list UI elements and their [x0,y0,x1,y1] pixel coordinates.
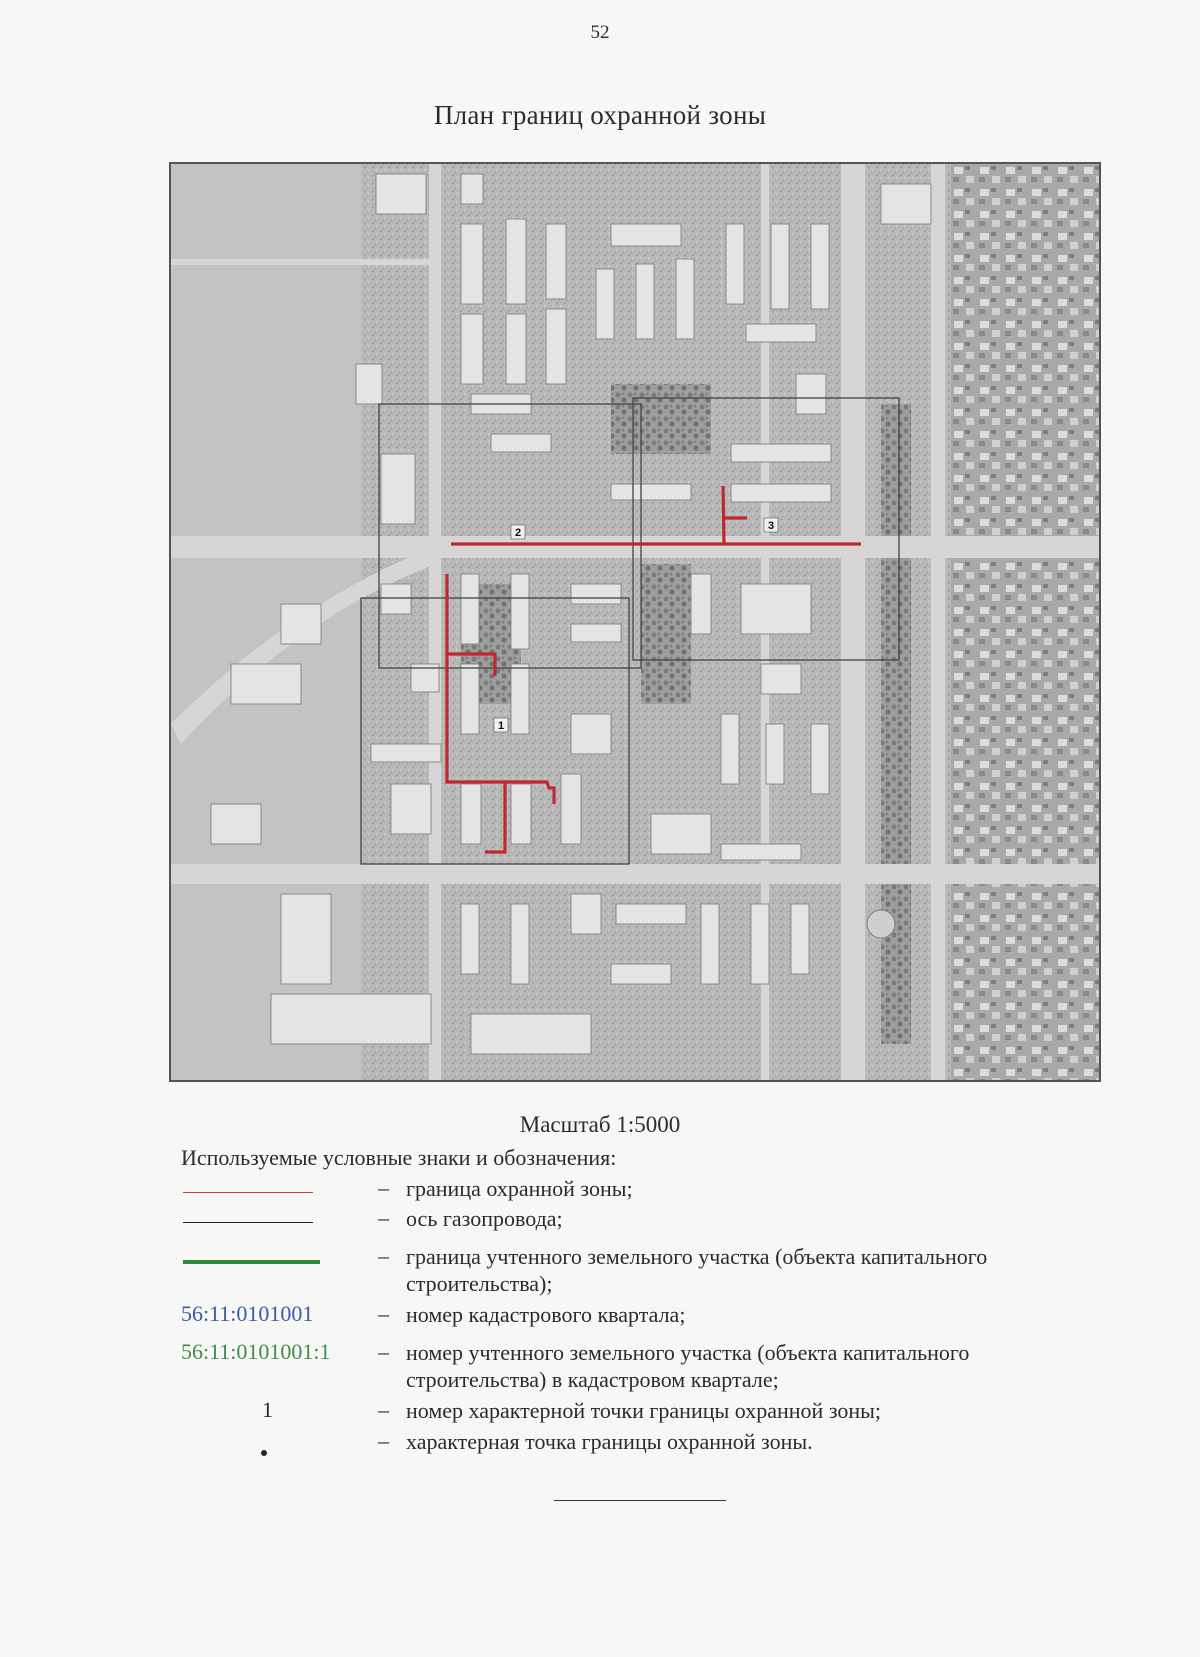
legend-dash: – [378,1243,389,1268]
legend-line-symbol [183,1260,320,1264]
legend-description: ось газопровода; [406,1206,563,1231]
page-number: 52 [590,22,610,43]
legend-dot-symbol [261,1450,267,1456]
legend-dash: – [378,1175,389,1200]
point-label-3: 3 [768,520,775,532]
legend-description: граница охранной зоны; [406,1176,633,1201]
legend-dash: – [378,1428,389,1453]
legend-description: характерная точка границы охранной зоны. [406,1429,813,1454]
private-housing-east [951,164,1099,1080]
legend-description: номер учтенного земельного участка (объекта капитального строительства) в кадастровом квартале; [406,1340,970,1392]
legend-heading: Используемые условные знаки и обозначения: [181,1145,617,1170]
roundabout [867,910,895,938]
map-canvas [171,164,1099,1080]
legend-description: номер характерной точки границы охранной зоны; [406,1398,882,1423]
tree-strip [881,404,911,1044]
legend-dash: – [378,1301,389,1326]
tree-area [641,564,691,704]
point-label-1: 1 [498,720,505,732]
legend-description: граница учтенного земельного участка (объекта капитального строительства); [406,1244,988,1296]
aerial-map[interactable] [169,162,1101,1082]
page-title: План границ охранной зоны [433,100,767,130]
legend-symbol-text: 1 [262,1397,273,1422]
legend-dash: – [378,1339,389,1364]
footer-rule [554,1500,726,1501]
open-land-west [171,164,361,1080]
legend-dash: – [378,1205,389,1230]
legend-symbol-text: 56:11:0101001:1 [181,1339,331,1364]
legend-symbol-text: 56:11:0101001 [181,1301,314,1326]
legend-dash: – [378,1397,389,1422]
tree-area [611,384,711,454]
point-label-2: 2 [515,527,522,539]
scale-label: Масштаб 1:5000 [519,1112,681,1137]
legend-line-symbol [183,1222,313,1223]
legend-line-symbol [183,1192,313,1193]
legend-description: номер кадастрового квартала; [406,1302,686,1327]
